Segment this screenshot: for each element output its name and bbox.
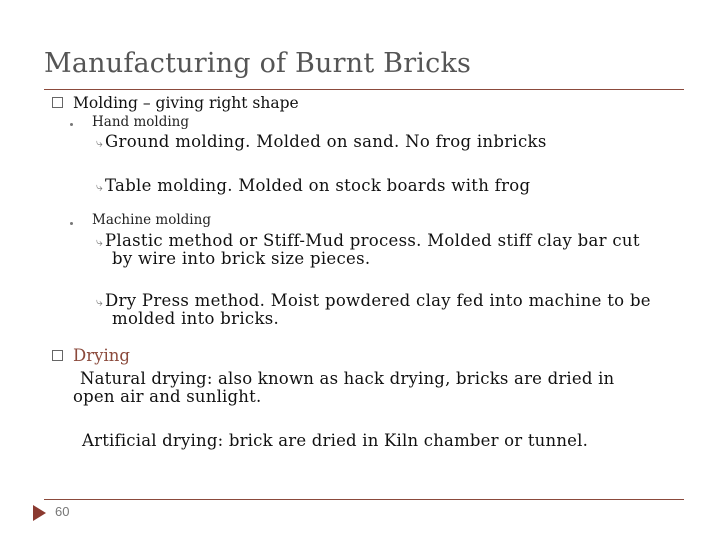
dry-press-continuation: molded into bricks.	[112, 309, 280, 328]
arrow-bullet-icon: ⤷	[96, 235, 104, 249]
dot-bullet-icon	[70, 123, 73, 126]
ground-molding-text: Ground molding. Molded on sand. No frog inbricks	[105, 132, 547, 151]
dry-press-item	[96, 291, 651, 310]
triangle-marker-icon	[33, 505, 46, 521]
plastic-method-continuation: by wire into brick size pieces.	[112, 249, 371, 268]
table-molding-item	[96, 176, 530, 195]
drying-heading: Drying	[73, 346, 130, 365]
artificial-drying-text: Artificial drying: brick are dried in Kiln chamber or tunnel.	[82, 431, 589, 450]
plastic-method-text: Plastic method or Stiff-Mud process. Molded stiff clay bar cut	[105, 231, 640, 250]
hand-molding-label: Hand molding	[92, 114, 189, 130]
square-bullet-icon	[52, 97, 63, 108]
molding-heading: Molding – giving right shape	[73, 94, 299, 112]
slide-title: Manufacturing of Burnt Bricks	[44, 48, 472, 79]
footer-divider	[44, 499, 684, 500]
table-molding-text: Table molding. Molded on stock boards with frog	[105, 176, 531, 195]
dot-bullet-icon	[70, 222, 73, 225]
square-bullet-icon	[52, 350, 63, 361]
dry-press-text: Dry Press method. Moist powdered clay fed into machine to be	[105, 291, 651, 310]
machine-molding-label: Machine molding	[92, 212, 211, 228]
arrow-bullet-icon: ⤷	[96, 295, 104, 309]
page-number: 60	[55, 504, 70, 519]
plastic-method-item	[96, 231, 640, 250]
ground-molding-item	[96, 132, 547, 151]
natural-drying-line2: open air and sunlight.	[73, 387, 262, 406]
title-divider	[44, 89, 684, 90]
arrow-bullet-icon: ⤷	[96, 180, 104, 194]
natural-drying-line1: Natural drying: also known as hack drying, bricks are dried in	[80, 369, 615, 388]
arrow-bullet-icon: ⤷	[96, 136, 104, 150]
